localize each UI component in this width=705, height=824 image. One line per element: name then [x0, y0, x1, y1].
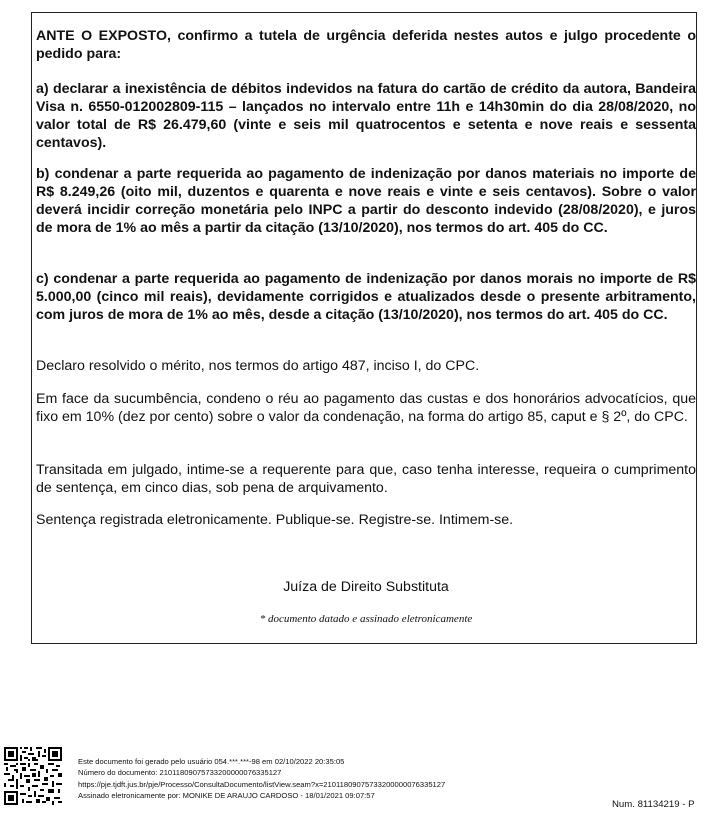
qr-code-icon — [4, 747, 62, 805]
decision-item-c: c) condenar a parte requerida ao pagamento de indenização por danos morais no importe de R$ 5.000,00 (cinco mil reais), devidamente corrigidos e atualizados desde o presente arbitramento, com juros de mora de 1% ao mês, desde a citação (13/10/2020), nos termos do art. 405 do CC. — [36, 271, 696, 323]
footer-generated: Este documento foi gerado pelo usuário 054.***.***-98 em 02/10/2022 20:35:05 — [78, 757, 345, 766]
decision-transitada: Transitada em julgado, intime-se a requerente para que, caso tenha interesse, requeira o cumprimento de sentença, em cinco dias, sob pena de arquivamento. — [36, 462, 696, 496]
footer-document-number: Número do documento: 21011809075733200000076335127 — [78, 768, 282, 778]
footer-signed-by: Assinado eletronicamente por: MONIKE DE ARAUJO CARDOSO - 18/01/2021 09:07:57 — [78, 791, 375, 801]
document-num: Num. 81134219 - P — [612, 799, 695, 810]
footer-metadata — [78, 756, 445, 802]
decision-item-b: b) condenar a parte requerida ao pagamento de indenização por danos materiais no importe de R$ 8.249,26 (oito mil, duzentos e quarenta e nove reais e vinte e seis centavos). Sobre o valor deverá incidir correção monetária pelo INPC a partir do desconto indevido (28/08/2020), e juros de mora de 1% ao mês a partir da citação (13/10/2020), nos termos do art. 405 do CC. — [36, 166, 696, 236]
decision-sentenca: Sentença registrada eletronicamente. Publique-se. Registre-se. Intimem-se. — [36, 512, 514, 528]
signature-note: * documento datado e assinado eletronicamente — [259, 613, 473, 625]
decision-declaro: Declaro resolvido o mérito, nos termos do artigo 487, inciso I, do CPC. — [36, 358, 480, 374]
decision-sucumbencia: Em face da sucumbência, condeno o réu ao pagamento das custas e dos honorários advocatícios, que fixo em 10% (dez por cento) sobre o valor da condenação, na forma do artigo 85, caput e § 2º, do CPC. — [36, 391, 696, 425]
decision-intro: ANTE O EXPOSTO, confirmo a tutela de urgência deferida nestes autos e julgo procedente o pedido para: — [36, 28, 696, 62]
signature-title: Juíza de Direito Substituta — [283, 579, 449, 595]
footer-url[interactable]: https://pje.tjdft.jus.br/pje/Processo/ConsultaDocumento/listView.seam?x=21011809075733200000076335127 — [78, 779, 446, 789]
decision-item-a: a) declarar a inexistência de débitos indevidos na fatura do cartão de crédito da autora, Bandeira Visa n. 6550-012002809-115 – lançados no intervalo entre 11h e 14h30min do dia 28/08/2020, no valor total de R$ 26.479,60 (vinte e seis mil quatrocentos e setenta e nove reais e sessenta centavos). — [36, 81, 696, 151]
